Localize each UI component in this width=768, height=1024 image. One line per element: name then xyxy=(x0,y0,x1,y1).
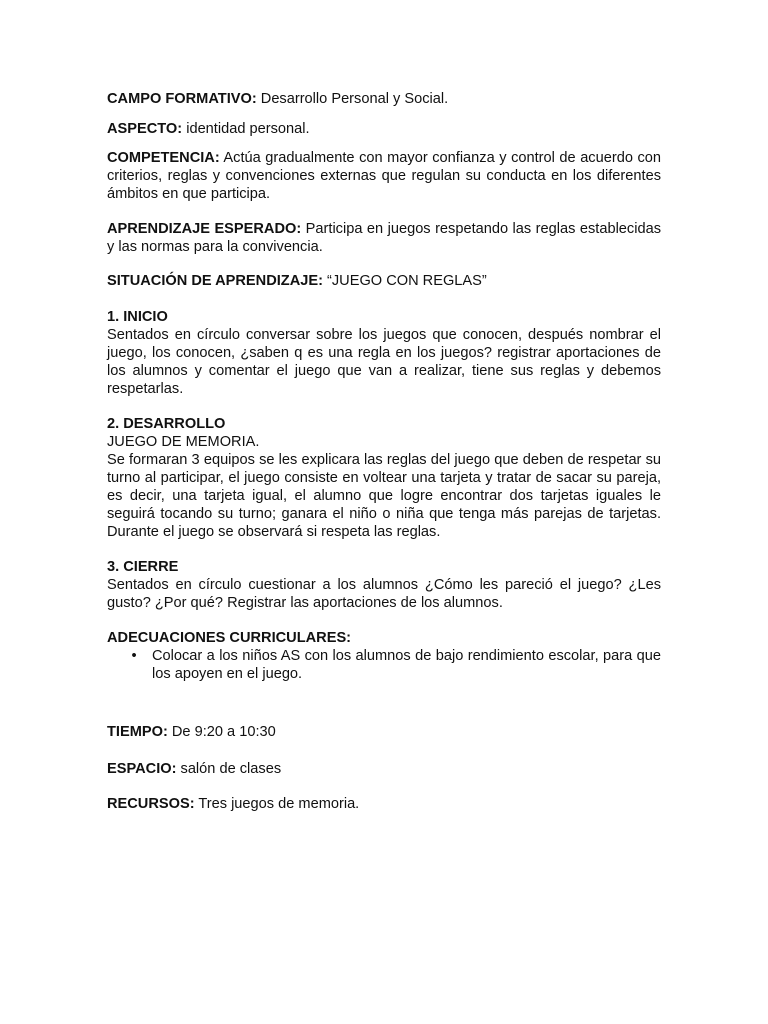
situacion-line xyxy=(107,272,661,290)
list-item xyxy=(107,647,661,683)
tiempo-line xyxy=(107,723,661,741)
aspecto-value: identidad personal. xyxy=(182,121,310,137)
campo-formativo-line xyxy=(107,90,661,108)
recursos-value: Tres juegos de memoria. xyxy=(194,796,360,812)
bullet-icon: • xyxy=(131,648,137,664)
lesson-plan-body xyxy=(107,90,661,813)
aprendizaje-value: Participa en juegos respetando las reglas establecidas y las normas para la convivencia. xyxy=(107,221,661,255)
tiempo-value: De 9:20 a 10:30 xyxy=(167,724,276,740)
competencia-value: Actúa gradualmente con mayor confianza y control de acuerdo con criterios, reglas y convenciones externas que regulan su conducta en los diferentes ámbitos en que participa. xyxy=(107,150,661,202)
adecuaciones-list xyxy=(107,647,661,683)
tiempo-label: TIEMPO: xyxy=(107,724,168,740)
campo-formativo-label: CAMPO FORMATIVO: xyxy=(107,91,257,107)
cierre-heading: 3. CIERRE xyxy=(107,559,179,575)
aprendizaje-paragraph xyxy=(107,220,661,256)
competencia-label: COMPETENCIA: xyxy=(107,150,220,166)
inicio-text: Sentados en círculo conversar sobre los juegos que conocen, después nombrar el juego, los conocen, ¿saben q es una regla en los juegos? registrar aportaciones de los alumnos y comentar el juego que van a realizar, tiene sus reglas y debemos respetarlas. xyxy=(107,327,661,397)
cierre-text: Sentados en círculo cuestionar a los alumnos ¿Cómo les pareció el juego? ¿Les gusto? ¿Por qué? Registrar las aportaciones de los alumnos. xyxy=(107,577,661,611)
situacion-value: “JUEGO CON REGLAS” xyxy=(322,273,487,289)
aspecto-label: ASPECTO: xyxy=(107,121,183,137)
aprendizaje-label: APRENDIZAJE ESPERADO: xyxy=(107,221,302,237)
espacio-line xyxy=(107,760,661,778)
recursos-line xyxy=(107,795,661,813)
adecuaciones-heading: ADECUACIONES CURRICULARES: xyxy=(107,630,352,646)
espacio-label: ESPACIO: xyxy=(107,761,177,777)
inicio-heading: 1. INICIO xyxy=(107,309,168,325)
list-item-text: Colocar a los niños AS con los alumnos de bajo rendimiento escolar, para que los apoyen en el juego. xyxy=(152,648,661,682)
desarrollo-subheading: JUEGO DE MEMORIA. xyxy=(107,434,260,450)
desarrollo-heading: 2. DESARROLLO xyxy=(107,416,226,432)
desarrollo-text: Se formaran 3 equipos se les explicara las reglas del juego que deben de respetar su turno al participar, el juego consiste en voltear una tarjeta y tratar de sacar su pareja, es decir, una tarjeta igual, el alumno que logre encontrar dos tarjetas iguales le seguirá tocando su turno; ganara el niño o niña que tenga más parejas de tarjetas. Durante el juego se observará si respeta las reglas. xyxy=(107,452,661,540)
competencia-paragraph xyxy=(107,149,661,203)
aspecto-line xyxy=(107,120,661,138)
espacio-value: salón de clases xyxy=(176,761,282,777)
campo-formativo-value: Desarrollo Personal y Social. xyxy=(256,91,449,107)
recursos-label: RECURSOS: xyxy=(107,796,195,812)
situacion-label: SITUACIÓN DE APRENDIZAJE: xyxy=(107,273,323,289)
